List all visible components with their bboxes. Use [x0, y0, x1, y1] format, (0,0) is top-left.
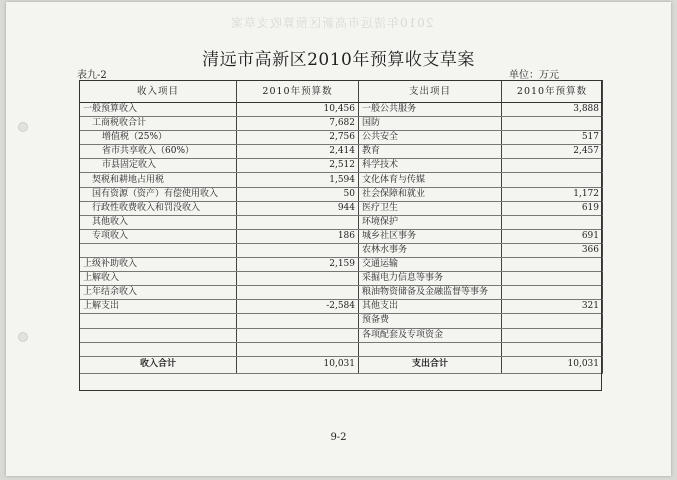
- income-item: 国有资源（资产）有偿使用收入: [80, 187, 237, 201]
- expense-item: 科学技术: [359, 159, 502, 173]
- expense-item: 一般公共服务: [359, 103, 502, 117]
- expense-budget: 619: [502, 201, 603, 215]
- income-total-label: 收入合计: [80, 356, 237, 373]
- expense-item: 采掘电力信息等事务: [359, 272, 502, 286]
- expense-budget: 517: [502, 131, 603, 145]
- expense-item: 各项配套及专项资金: [359, 328, 502, 342]
- expense-item: 文化体育与传媒: [359, 173, 502, 187]
- income-item: 上年结余收入: [80, 286, 237, 300]
- page-title: 清远市高新区2010年预算收支草案: [202, 50, 475, 70]
- expense-total-value: 10,031: [502, 356, 603, 373]
- table-number: 表九-2: [77, 70, 107, 81]
- expense-item: 公共安全: [359, 131, 502, 145]
- expense-budget: 691: [502, 229, 603, 243]
- income-item: 工商税收合计: [80, 117, 237, 131]
- binder-hole: [18, 332, 28, 342]
- income-budget: 2,159: [237, 258, 359, 272]
- expense-budget: 3,888: [502, 103, 603, 117]
- income-item: 市县固定收入: [80, 159, 237, 173]
- expense-budget: 321: [502, 300, 603, 314]
- expense-item: 社会保障和就业: [359, 187, 502, 201]
- income-budget: 1,594: [237, 173, 359, 187]
- income-budget: -2,584: [237, 300, 359, 314]
- income-item: 上解支出: [80, 300, 237, 314]
- income-item: 专项收入: [80, 229, 237, 243]
- expense-item: 预备费: [359, 314, 502, 328]
- income-budget: 944: [237, 201, 359, 215]
- expense-budget: 1,172: [502, 187, 603, 201]
- income-item: 行政性收费收入和罚没收入: [80, 201, 237, 215]
- income-budget: 186: [237, 229, 359, 243]
- header-expense-item: 支出项目: [359, 80, 502, 103]
- income-item: 增值税（25%）: [80, 131, 237, 145]
- income-budget: 2,756: [237, 131, 359, 145]
- unit-label: 单位：万元: [509, 70, 559, 81]
- income-item: 上解收入: [80, 272, 237, 286]
- bleed-through-text: 2010年清远市高新区预算收支草案: [230, 16, 434, 30]
- table-frame: [79, 80, 602, 391]
- income-total-value: 10,031: [237, 356, 359, 373]
- income-budget: 50: [237, 187, 359, 201]
- binder-hole: [18, 122, 28, 132]
- expense-item: 城乡社区事务: [359, 229, 502, 243]
- expense-item: 教育: [359, 145, 502, 159]
- expense-item: 农林水事务: [359, 243, 502, 257]
- income-budget: 7,682: [237, 117, 359, 131]
- income-item: 其他收入: [80, 215, 237, 229]
- income-item: 省市共享收入（60%）: [80, 145, 237, 159]
- header-income-item: 收入项目: [80, 80, 237, 103]
- expense-item: 其他支出: [359, 300, 502, 314]
- expense-budget: 366: [502, 243, 603, 257]
- income-item: 契税和耕地占用税: [80, 173, 237, 187]
- income-budget: 10,456: [237, 103, 359, 117]
- expense-item: 环境保护: [359, 215, 502, 229]
- expense-item: 交通运输: [359, 258, 502, 272]
- income-item: 上级补助收入: [80, 258, 237, 272]
- page-number: 9-2: [330, 432, 347, 443]
- expense-item: 医疗卫生: [359, 201, 502, 215]
- header-expense-budget: 2010年预算数: [502, 80, 603, 103]
- income-item: 一般预算收入: [80, 103, 237, 117]
- expense-total-label: 支出合计: [359, 356, 502, 373]
- income-budget: 2,414: [237, 145, 359, 159]
- expense-item: 国防: [359, 117, 502, 131]
- income-budget: 2,512: [237, 159, 359, 173]
- header-income-budget: 2010年预算数: [237, 80, 359, 103]
- expense-budget: 2,457: [502, 145, 603, 159]
- expense-item: 粮油物资储备及金融监督等事务: [359, 286, 502, 300]
